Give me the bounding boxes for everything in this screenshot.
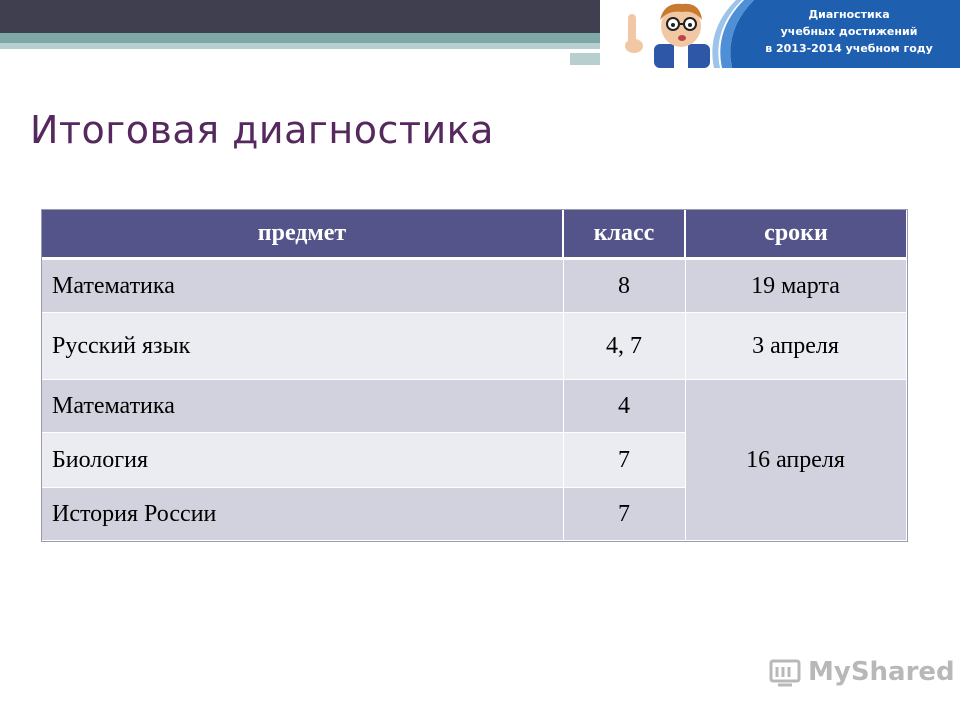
cell-date: 19 марта	[685, 259, 906, 313]
page-title: Итоговая диагностика	[30, 108, 494, 152]
table-row	[42, 380, 906, 433]
banner-title	[754, 6, 944, 57]
column-header-subject: предмет	[42, 210, 563, 259]
banner-line: в 2013-2014 учебном году	[765, 42, 933, 55]
schedule-table-container	[42, 210, 907, 541]
boy-illustration	[625, 4, 710, 68]
watermark-text: MyShared	[808, 657, 955, 687]
table-row	[42, 259, 906, 313]
top-bar-accent-light	[0, 43, 600, 49]
cell-subject: Математика	[42, 380, 563, 433]
myshared-watermark	[768, 655, 955, 689]
myshared-logo-icon	[768, 655, 802, 689]
top-bar-accent	[0, 33, 600, 43]
table-header-row	[42, 210, 906, 259]
table-row	[42, 313, 906, 380]
cell-grade: 4	[563, 380, 685, 433]
banner-line: учебных достижений	[780, 25, 918, 38]
cell-grade: 7	[563, 433, 685, 488]
cell-date: 3 апреля	[685, 313, 906, 380]
cell-subject: Биология	[42, 433, 563, 488]
banner-line: Диагностика	[808, 8, 890, 21]
header-banner	[604, 0, 960, 68]
top-bar-dark	[0, 0, 600, 33]
schedule-table	[42, 210, 907, 541]
column-header-grade: класс	[563, 210, 685, 259]
cell-grade: 8	[563, 259, 685, 313]
cell-subject: История России	[42, 488, 563, 541]
top-bar-accent-short	[570, 53, 600, 65]
cell-date-merged: 16 апреля	[685, 380, 906, 541]
cell-grade: 4, 7	[563, 313, 685, 380]
cell-grade: 7	[563, 488, 685, 541]
cell-subject: Русский язык	[42, 313, 563, 380]
cell-subject: Математика	[42, 259, 563, 313]
column-header-date: сроки	[685, 210, 906, 259]
